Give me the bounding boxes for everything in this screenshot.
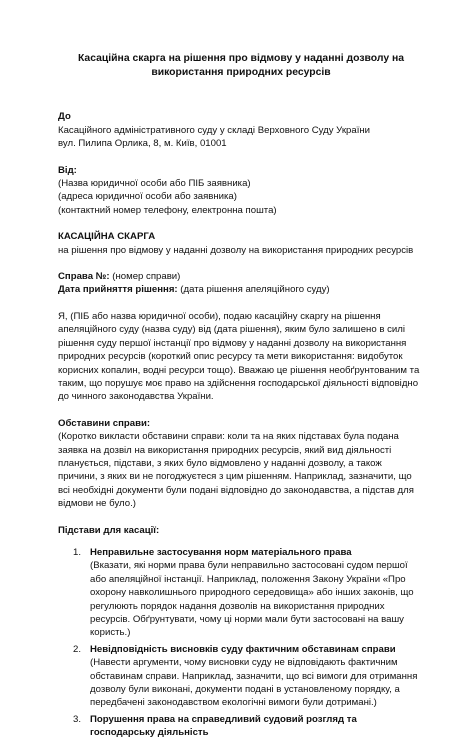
complaint-heading-block [58, 230, 424, 257]
list-item-number: 3. [73, 713, 82, 725]
list-item-text: (Навести аргументи, чому висновки суду не відповідають фактичним обставинам справи. Наприклад, зазначити, що всі вимоги для отримання дозволу були виконані, документи подані в установленому порядку, а передбачені законодавством екологічні вимоги були дотримані.) [90, 657, 418, 709]
list-item [58, 713, 424, 740]
sender-block [58, 164, 424, 218]
addressee-address: вул. Пилипа Орлика, 8, м. Київ, 01001 [58, 138, 227, 150]
complaint-heading: КАСАЦІЙНА СКАРГА [58, 231, 156, 243]
list-item-title: Невідповідність висновків суду фактичним обставинам справи [90, 643, 396, 655]
case-info [58, 270, 424, 297]
list-item [58, 643, 424, 710]
case-number-label: Справа №: [58, 271, 110, 283]
addressee-heading: До [58, 111, 71, 123]
addressee-block [58, 110, 424, 150]
list-item-number: 2. [73, 643, 82, 655]
addressee-court: Касаційного адміністративного суду у складі Верховного Суду України [58, 124, 371, 136]
list-item-title: Неправильне застосування норм матеріального права [90, 546, 352, 558]
list-item-text: (Вказати, які норми права були неправильно застосовані судом першої або апеляційної інстанції. Наприклад, положення Закону України «Про охорону навколишнього природного середовища» або інших законів, що регулюють порядок надання дозволів на використання природних ресурсів. Обґрунтувати, чому ці норми мали бути застосовані на вашу користь.) [90, 560, 414, 639]
list-item-number: 1. [73, 546, 82, 558]
list-item [58, 546, 424, 640]
grounds-section [58, 524, 424, 740]
decision-date-label: Дата прийняття рішення: [58, 284, 178, 296]
circumstances-section [58, 417, 424, 511]
circumstances-heading: Обставини справи: [58, 417, 151, 429]
list-item-title: Порушення права на справедливий судовий розгляд та господарську діяльність [90, 713, 357, 739]
sender-name: (Назва юридичної особи або ПІБ заявника) [58, 178, 251, 190]
case-number-line [58, 270, 424, 283]
sender-address: (адреса юридичної особи або заявника) [58, 191, 237, 203]
circumstances-text: (Коротко викласти обставини справи: коли та на яких підставах була подана заявка на дозвіл на використання природних ресурсів, який вид діяльності планується, підстави, з яких було відмовлено у наданні дозволу, а також причини, з яких ви не погоджуєтеся з цим рішенням. Наприклад, зазначити, що всі необхідні документи були подані відповідно до законодавства, а підстав для відмови не було.) [58, 431, 414, 510]
case-number-value: (номер справи) [112, 271, 181, 283]
sender-contacts: (контактний номер телефону, електронна пошта) [58, 204, 277, 216]
grounds-list [58, 546, 424, 740]
grounds-heading: Підстави для касації: [58, 524, 160, 536]
document-title: Касаційна скарга на рішення про відмову у наданні дозволу на використання природних ресурсів [77, 53, 405, 79]
intro-paragraph: Я, (ПІБ або назва юридичної особи), подаю касаційну скаргу на рішення апеляційного суду (назва суду) від (дата рішення), яким було залишено в силі рішення суду першої інстанції про відмову у наданні дозволу на використання природних ресурсів (короткий опис ресурсу та мети використання: видобуток корисних копалин, водні ресурси тощо). Вважаю це рішення необґрунтованим та таким, що порушує моє право на здійснення господарської діяльності відповідно до чинного законодавства України. [58, 310, 420, 403]
decision-date-value: (дата рішення апеляційного суду) [180, 284, 330, 296]
sender-heading: Від: [58, 164, 77, 176]
complaint-subtitle: на рішення про відмову у наданні дозволу на використання природних ресурсів [58, 244, 414, 256]
decision-date-line [58, 283, 424, 296]
